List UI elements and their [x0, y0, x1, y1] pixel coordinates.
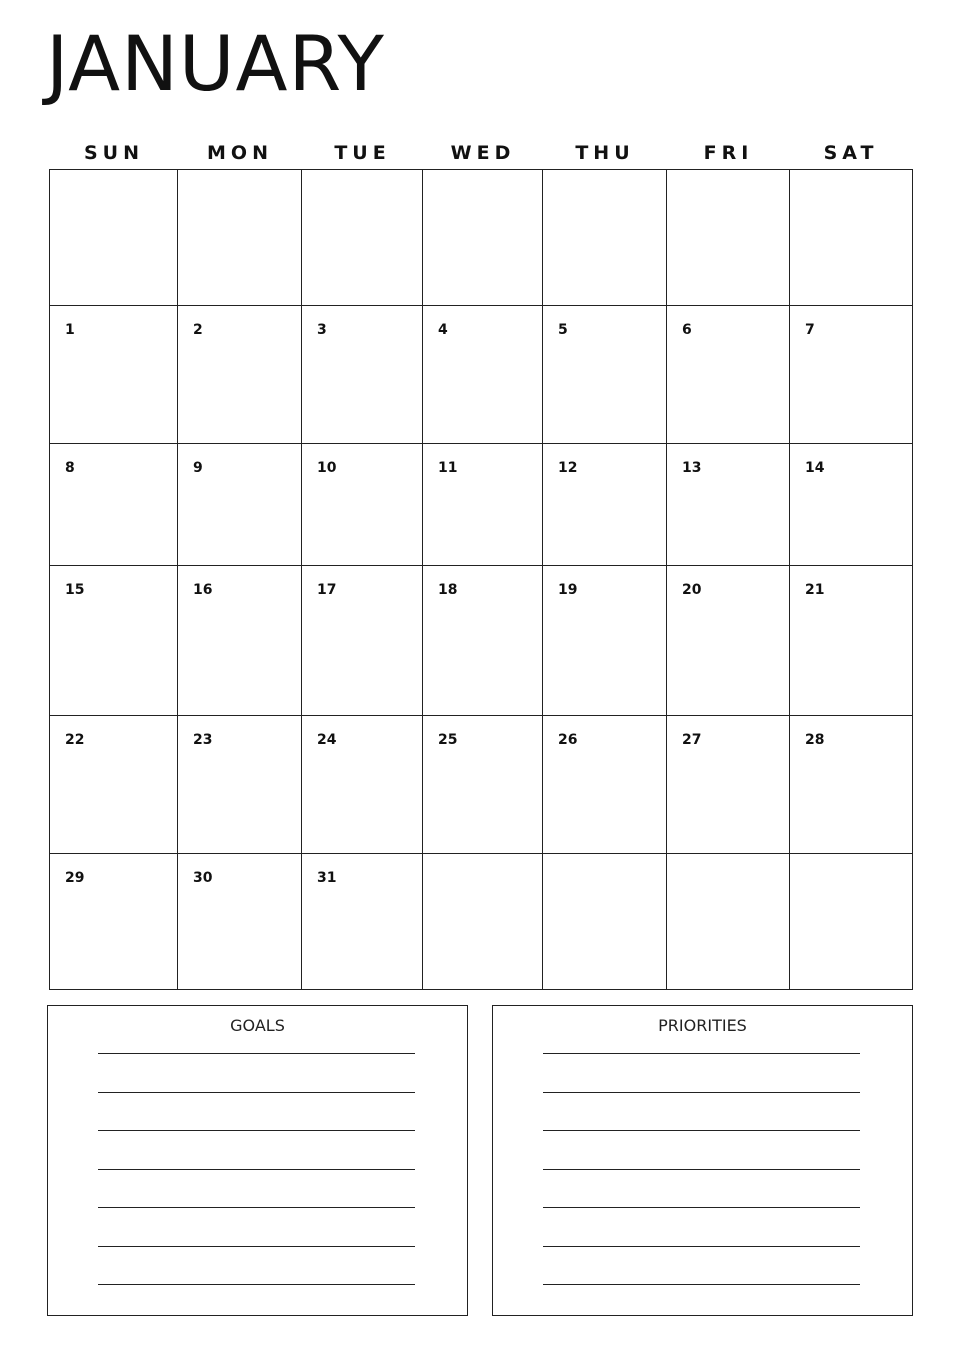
day-cell[interactable] [790, 306, 912, 444]
day-cell[interactable] [423, 566, 543, 716]
day-number: 23 [193, 732, 213, 748]
day-cell[interactable] [178, 716, 302, 854]
day-number: 27 [682, 732, 702, 748]
priorities-line [543, 1207, 860, 1208]
day-cell[interactable] [50, 566, 178, 716]
day-number: 19 [558, 582, 578, 598]
weekday-thu: THU [575, 142, 635, 164]
day-cell[interactable] [50, 444, 178, 566]
day-cell[interactable] [50, 170, 178, 306]
day-number: 8 [65, 460, 75, 476]
day-number: 3 [317, 322, 327, 338]
day-cell[interactable] [423, 306, 543, 444]
day-number: 30 [193, 870, 213, 886]
day-cell[interactable] [543, 306, 667, 444]
day-number: 1 [65, 322, 75, 338]
weekday-tue: TUE [334, 142, 391, 164]
day-number: 11 [438, 460, 458, 476]
weekday-sun: SUN [83, 142, 144, 164]
day-cell[interactable] [423, 854, 543, 989]
priorities-line [543, 1246, 860, 1247]
goals-line [98, 1246, 415, 1247]
day-cell[interactable] [667, 306, 790, 444]
priorities-line [543, 1092, 860, 1093]
day-cell[interactable] [178, 170, 302, 306]
day-number: 7 [805, 322, 815, 338]
day-cell[interactable] [667, 566, 790, 716]
day-number: 20 [682, 582, 702, 598]
weekday-sat: SAT [823, 142, 879, 164]
day-cell[interactable] [178, 566, 302, 716]
goals-line [98, 1053, 415, 1054]
day-number: 4 [438, 322, 448, 338]
day-cell[interactable] [790, 854, 912, 989]
goals-line [98, 1284, 415, 1285]
day-cell[interactable] [667, 716, 790, 854]
day-cell[interactable] [50, 854, 178, 989]
priorities-line [543, 1130, 860, 1131]
day-number: 2 [193, 322, 203, 338]
day-number: 10 [317, 460, 337, 476]
day-cell[interactable] [302, 170, 423, 306]
day-number: 24 [317, 732, 337, 748]
weekday-mon: MON [207, 142, 273, 164]
day-number: 29 [65, 870, 85, 886]
day-cell[interactable] [302, 716, 423, 854]
day-cell[interactable] [50, 716, 178, 854]
goals-line [98, 1092, 415, 1093]
day-cell[interactable] [423, 170, 543, 306]
priorities-line [543, 1053, 860, 1054]
day-cell[interactable] [302, 306, 423, 444]
day-number: 25 [438, 732, 458, 748]
day-number: 31 [317, 870, 337, 886]
priorities-title: PRIORITIES [658, 1016, 747, 1035]
day-number: 12 [558, 460, 578, 476]
goals-box [47, 1005, 468, 1316]
goals-title: GOALS [230, 1016, 285, 1035]
day-cell[interactable] [543, 444, 667, 566]
day-number: 16 [193, 582, 213, 598]
day-cell[interactable] [790, 170, 912, 306]
day-number: 22 [65, 732, 85, 748]
priorities-box [492, 1005, 913, 1316]
goals-line [98, 1169, 415, 1170]
day-cell[interactable] [50, 306, 178, 444]
goals-line [98, 1207, 415, 1208]
priorities-line [543, 1284, 860, 1285]
calendar-grid [49, 169, 913, 990]
day-cell[interactable] [790, 716, 912, 854]
month-title: JANUARY [46, 19, 385, 108]
day-cell[interactable] [178, 306, 302, 444]
day-number: 28 [805, 732, 825, 748]
day-cell[interactable] [302, 444, 423, 566]
day-cell[interactable] [302, 566, 423, 716]
day-cell[interactable] [790, 444, 912, 566]
day-cell[interactable] [667, 170, 790, 306]
day-cell[interactable] [667, 444, 790, 566]
day-number: 14 [805, 460, 825, 476]
day-cell[interactable] [178, 854, 302, 989]
goals-line [98, 1130, 415, 1131]
weekday-header-row [50, 140, 912, 166]
day-cell[interactable] [543, 854, 667, 989]
day-cell[interactable] [423, 444, 543, 566]
day-number: 18 [438, 582, 458, 598]
day-number: 17 [317, 582, 337, 598]
day-number: 13 [682, 460, 702, 476]
day-cell[interactable] [543, 566, 667, 716]
day-number: 15 [65, 582, 85, 598]
day-cell[interactable] [543, 170, 667, 306]
day-cell[interactable] [790, 566, 912, 716]
weekday-fri: FRI [703, 142, 754, 164]
day-cell[interactable] [302, 854, 423, 989]
day-number: 9 [193, 460, 203, 476]
day-number: 6 [682, 322, 692, 338]
weekday-wed: WED [450, 142, 516, 164]
day-cell[interactable] [178, 444, 302, 566]
day-number: 5 [558, 322, 568, 338]
day-number: 26 [558, 732, 578, 748]
day-number: 21 [805, 582, 825, 598]
day-cell[interactable] [423, 716, 543, 854]
day-cell[interactable] [543, 716, 667, 854]
priorities-line [543, 1169, 860, 1170]
day-cell[interactable] [667, 854, 790, 989]
